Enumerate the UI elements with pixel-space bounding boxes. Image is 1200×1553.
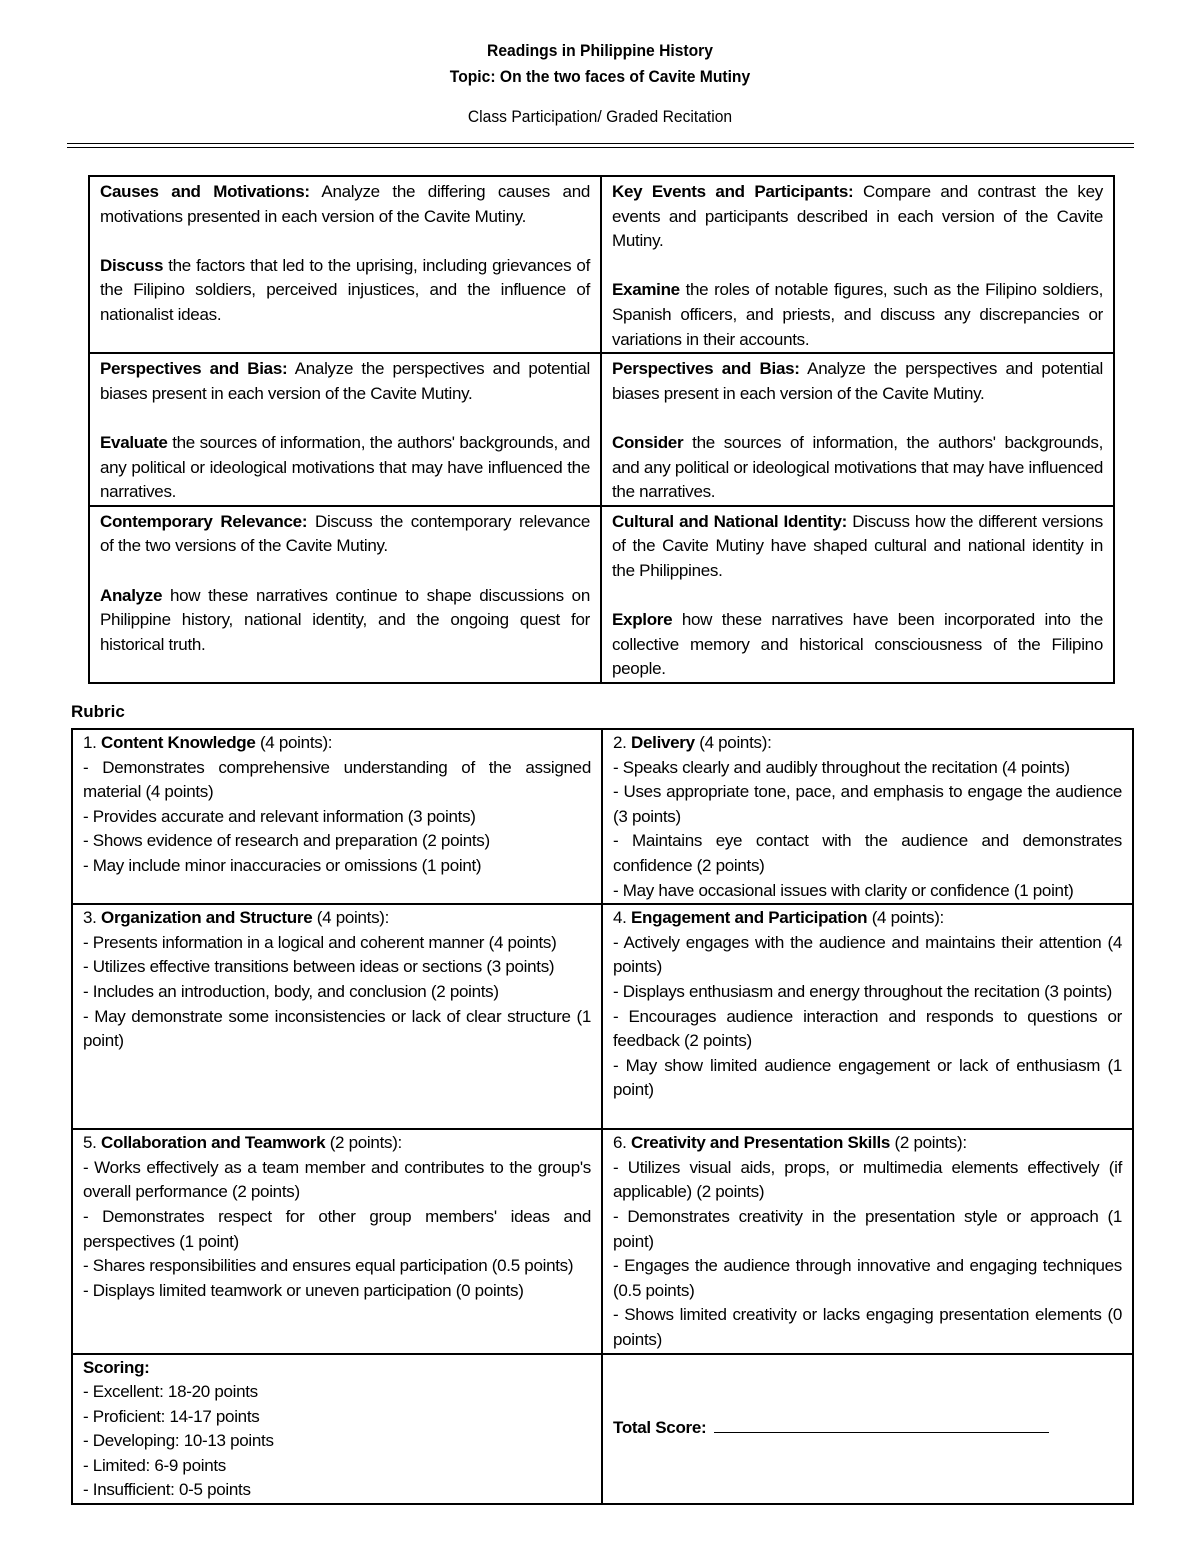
cell-intro: Compare and contrast the key events and participants described in each version of the Cavite Mutiny. [612,182,1103,251]
criterion-item: - Uses appropriate tone, pace, and emphasis to engage the audience (3 points) [613,782,1122,826]
discussion-cell [601,506,1114,683]
cell-heading: Contemporary Relevance: [100,511,308,531]
criterion-name: Engagement and Participation [631,908,868,928]
cell-verb: Evaluate [100,432,168,452]
scoring-cell [72,1354,602,1505]
criterion-name: Creativity and Presentation Skills [631,1133,891,1153]
criterion-item: - Works effectively as a team member and contributes to the group's overall performance (2 points) [83,1157,591,1202]
cell-intro: Analyze the differing causes and motivations presented in each version of the Cavite Mutiny. [100,182,590,226]
cell-body: the factors that led to the uprising, including grievances of the Filipino soldiers, perceived injustices, and the influence of nationalist ideas. [100,255,590,324]
rubric-criterion-cell [602,729,1133,904]
discussion-row [89,176,1114,353]
rubric-table [71,728,1134,1505]
scoring-item: - Developing: 10-13 points [83,1431,274,1451]
criterion-points: (2 points): [890,1133,967,1153]
criterion-item: - Demonstrates comprehensive understanding of the assigned material (4 points) [83,757,591,802]
cell-heading: Causes and Motivations: [100,182,310,201]
discussion-row [89,353,1114,506]
discussion-cell [89,506,601,683]
total-score-blank[interactable] [714,1416,1049,1433]
cell-verb: Explore [612,610,673,630]
cell-intro: Analyze the perspectives and potential biases present in each version of the Cavite Mutiny. [100,359,590,403]
criterion-number: 6. [613,1133,632,1153]
cell-verb: Discuss [100,255,164,275]
rubric-heading: Rubric [71,702,125,721]
cell-heading: Cultural and National Identity: [612,511,847,531]
criterion-name: Delivery [631,733,695,752]
criterion-number: 1. [83,733,102,752]
criterion-name: Content Knowledge [101,733,256,752]
criterion-item: - Shares responsibilities and ensures equal participation (0.5 points) [83,1256,574,1276]
criterion-number: 5. [83,1133,102,1153]
criterion-item: - Demonstrates respect for other group members' ideas and perspectives (1 point) [83,1206,591,1251]
criterion-points: (2 points): [325,1133,402,1153]
criterion-item: - Actively engages with the audience and maintains their attention (4 points) [613,932,1122,977]
rubric-criterion-cell [72,904,602,1129]
cell-body: the roles of notable figures, such as the Filipino soldiers, Spanish officers, and priests, and discuss any discrepancies or variations in their accounts. [612,280,1103,349]
criterion-item: - May have occasional issues with clarity or confidence (1 point) [613,880,1074,900]
discussion-cell [601,176,1114,353]
criterion-item: - Includes an introduction, body, and conclusion (2 points) [83,981,499,1001]
topic-title: Topic: On the two faces of Cavite Mutiny [449,67,751,86]
criterion-item: - Utilizes effective transitions between ideas or sections (3 points) [83,957,555,977]
activity-subtitle: Class Participation/ Graded Recitation [467,107,733,126]
criterion-item: - Engages the audience through innovative and engaging techniques (0.5 points) [613,1256,1122,1300]
criterion-item: - Displays enthusiasm and energy throughout the recitation (3 points) [613,981,1113,1001]
discussion-cell [89,353,601,506]
criterion-number: 4. [613,908,632,928]
criterion-points: (4 points): [867,908,944,928]
criterion-item: - Maintains eye contact with the audience and demonstrates confidence (2 points) [613,831,1122,875]
criterion-item: - Provides accurate and relevant information (3 points) [83,806,476,826]
cell-verb: Analyze [100,585,163,605]
scoring-item: - Limited: 6-9 points [83,1455,226,1475]
criterion-name: Organization and Structure [101,908,313,928]
discussion-cell [601,353,1114,506]
cell-body: how these narratives have been incorporated into the collective memory and historical consciousness of the Filipino people. [612,610,1103,679]
criterion-item: - May demonstrate some inconsistencies or lack of clear structure (1 point) [83,1006,591,1051]
criterion-points: (4 points): [312,908,390,928]
scoring-item: - Excellent: 18-20 points [83,1382,258,1402]
scoring-heading: Scoring: [83,1357,150,1377]
cell-heading: Perspectives and Bias: [100,359,288,379]
criterion-points: (4 points): [694,733,772,752]
cell-intro: Discuss how the different versions of the Cavite Mutiny have shaped cultural and national identity in the Philippines. [612,511,1103,580]
cell-heading: Perspectives and Bias: [612,359,800,379]
cell-body: how these narratives continue to shape discussions on Philippine history, national identity, and the ongoing quest for historical truth. [100,585,590,654]
cell-verb: Consider [612,432,684,452]
course-title: Readings in Philippine History [487,41,713,60]
criterion-number: 2. [613,733,632,752]
rubric-row [72,904,1133,1129]
criterion-item: - Demonstrates creativity in the presentation style or approach (1 point) [613,1206,1122,1251]
scoring-item: - Insufficient: 0-5 points [83,1480,251,1500]
total-score-cell [602,1354,1133,1505]
rubric-criterion-cell [602,904,1133,1129]
criterion-item: - Encourages audience interaction and responds to questions or feedback (2 points) [613,1006,1122,1051]
criterion-points: (4 points): [255,733,333,752]
rubric-row [72,1354,1133,1505]
header-divider [67,143,1134,148]
rubric-row [72,729,1133,904]
discussion-cell [89,176,601,353]
document-header [0,38,1200,130]
cell-body: the sources of information, the authors' backgrounds, and any political or ideological motivations that may have influenced the narratives. [612,432,1103,502]
criterion-item: - Utilizes visual aids, props, or multimedia elements effectively (if applicable) (2 points) [613,1157,1122,1202]
rubric-criterion-cell [72,729,602,904]
criterion-item: - Shows evidence of research and preparation (2 points) [83,831,490,851]
cell-heading: Key Events and Participants: [612,182,854,201]
total-score-label: Total Score: [613,1417,707,1437]
criterion-number: 3. [83,908,102,928]
rubric-criterion-cell [72,1129,602,1353]
scoring-item: - Proficient: 14-17 points [83,1406,260,1426]
criterion-item: - Presents information in a logical and coherent manner (4 points) [83,932,557,952]
rubric-criterion-cell [602,1129,1133,1353]
cell-verb: Examine [612,280,680,300]
criterion-name: Collaboration and Teamwork [101,1133,326,1153]
cell-body: the sources of information, the authors' backgrounds, and any political or ideological motivations that may have influenced the narratives. [100,432,590,502]
rubric-row [72,1129,1133,1353]
cell-intro: Analyze the perspectives and potential biases present in each version of the Cavite Mutiny. [612,359,1104,403]
cell-intro: Discuss the contemporary relevance of the two versions of the Cavite Mutiny. [100,511,590,556]
criterion-item: - Speaks clearly and audibly throughout the recitation (4 points) [613,757,1070,777]
criterion-item: - Displays limited teamwork or uneven participation (0 points) [83,1280,524,1300]
discussion-table [88,175,1115,684]
criterion-item: - May show limited audience engagement or lack of enthusiasm (1 point) [613,1055,1122,1100]
discussion-row [89,506,1114,683]
criterion-item: - Shows limited creativity or lacks engaging presentation elements (0 points) [613,1305,1122,1349]
criterion-item: - May include minor inaccuracies or omissions (1 point) [83,855,482,875]
